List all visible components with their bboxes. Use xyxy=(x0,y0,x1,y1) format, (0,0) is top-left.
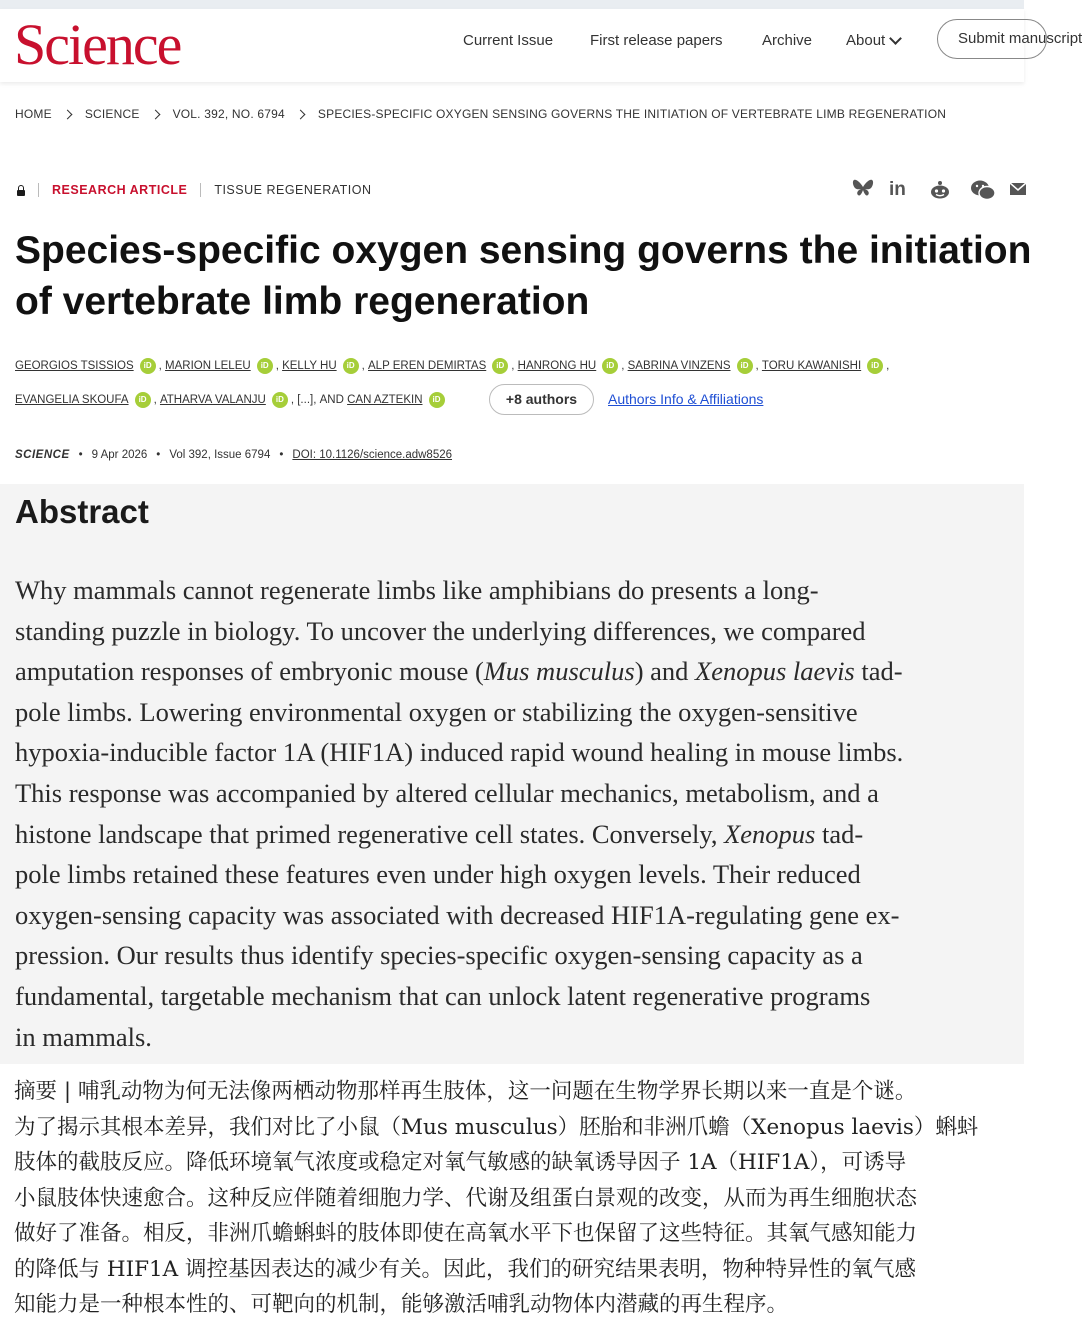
top-strip xyxy=(0,0,1024,9)
abstract-line: This response was accompanied by altered cellular mechanics, metabolism, and a xyxy=(15,777,879,808)
author-separator: , xyxy=(290,394,298,406)
lock-icon xyxy=(17,190,25,196)
chevron-right-icon xyxy=(150,109,160,119)
author-separator: , xyxy=(511,360,518,372)
translation-line: 小鼠肢体快速愈合。这种反应伴随着细胞力学、代谢及组蛋白景观的改变，从而为再生细胞状态 xyxy=(14,1185,918,1211)
orcid-icon[interactable]: iD xyxy=(343,358,359,374)
orcid-icon[interactable]: iD xyxy=(602,358,618,374)
author-link[interactable]: SABRINA VINZENS xyxy=(627,360,731,372)
author-separator: , xyxy=(886,360,890,372)
article-title-line-1: Species-specific oxygen sensing governs the initiation xyxy=(15,229,1032,272)
translation-line: 摘要 | 哺乳动物为何无法像两栖动物那样再生肢体，这一问题在生物学界长期以来一直是个谜。 xyxy=(14,1079,917,1104)
species-name: Xenopus xyxy=(724,818,816,849)
orcid-icon[interactable]: iD xyxy=(140,358,156,374)
article-title-line-2: of vertebrate limb regeneration xyxy=(15,280,590,323)
author-separator: , xyxy=(158,360,166,372)
article-title xyxy=(15,225,1032,327)
volume-issue[interactable]: Vol 392, Issue 6794 xyxy=(169,449,271,461)
email-icon[interactable] xyxy=(1009,180,1027,204)
breadcrumb-home[interactable]: HOME xyxy=(15,107,52,121)
orcid-icon[interactable]: iD xyxy=(272,392,288,408)
chevron-right-icon xyxy=(62,109,72,119)
article-type: RESEARCH ARTICLE xyxy=(52,183,188,197)
abstract-line: pression. Our results thus identify species-specific oxygen-sensing capacity as a xyxy=(15,940,863,971)
translation-line: 为了揭示其根本差异，我们对比了小鼠（Mus musculus）胚胎和非洲爪蟾（Xenopus laevis）蝌蚪 xyxy=(14,1114,979,1140)
doi-link[interactable]: DOI: 10.1126/science.adw8526 xyxy=(292,449,453,461)
author-link[interactable]: ALP EREN DEMIRTAS xyxy=(368,360,487,372)
chevron-right-icon xyxy=(295,109,305,119)
species-name: Mus musculus xyxy=(483,656,635,687)
publication-info xyxy=(15,449,452,461)
authors-ellipsis[interactable]: [...] xyxy=(297,394,314,406)
separator-dot: • xyxy=(78,449,83,461)
author-separator: , xyxy=(755,360,762,372)
abstract-line: in mammals. xyxy=(15,1021,152,1052)
journal-name[interactable]: SCIENCE xyxy=(15,449,70,461)
submit-manuscript-button[interactable]: Submit manuscript xyxy=(937,19,1047,59)
nav-about[interactable] xyxy=(846,31,900,51)
chinese-translation xyxy=(14,1074,1014,1323)
author-link[interactable]: ATHARVA VALANJU xyxy=(159,394,266,406)
chevron-down-icon xyxy=(889,32,902,45)
nav-first-release[interactable]: First release papers xyxy=(590,32,723,49)
abstract-line: fundamental, targetable mechanism that can unlock latent regenerative programs xyxy=(15,980,871,1011)
science-logo[interactable]: Science xyxy=(14,12,181,77)
author-link[interactable]: GEORGIOS TSISSIOS xyxy=(15,360,134,372)
author-link[interactable]: HANRONG HU xyxy=(517,360,597,372)
abstract-line: amputation responses of embryonic mouse (Mus musculus) and Xenopus laevis tad- xyxy=(15,656,903,687)
nav-archive[interactable]: Archive xyxy=(762,32,813,49)
article-category[interactable]: TISSUE REGENERATION xyxy=(214,183,372,197)
reddit-icon[interactable] xyxy=(929,179,951,208)
breadcrumb-volume[interactable]: VOL. 392, NO. 6794 xyxy=(172,107,285,121)
authors-row-2 xyxy=(15,392,448,408)
separator-dot: • xyxy=(156,449,161,461)
orcid-icon[interactable]: iD xyxy=(257,358,273,374)
abstract-heading: Abstract xyxy=(15,493,149,530)
breadcrumb-current: SPECIES-SPECIFIC OXYGEN SENSING GOVERNS THE INITIATION OF VERTEBRATE LIMB REGENERATION xyxy=(317,107,947,121)
translation-line: 肢体的截肢反应。降低环境氧气浓度或稳定对氧气敏感的缺氧诱导因子 1A（HIF1A），可诱导 xyxy=(14,1150,907,1175)
abstract-line: hypoxia-inducible factor 1A (HIF1A) induced rapid wound healing in mouse limbs. xyxy=(15,737,904,768)
abstract-line: histone landscape that primed regenerative cell states. Conversely, Xenopus tad- xyxy=(15,818,864,849)
wechat-icon[interactable] xyxy=(970,179,996,208)
abstract-text xyxy=(15,570,1007,1057)
abstract-section xyxy=(0,484,1024,1064)
bluesky-icon[interactable] xyxy=(852,178,874,205)
orcid-icon[interactable]: iD xyxy=(429,392,445,408)
authors-row-1 xyxy=(15,358,889,374)
author-link[interactable]: EVANGELIA SKOUFA xyxy=(15,394,129,406)
species-name: Xenopus laevis xyxy=(695,656,855,687)
author-link[interactable]: KELLY HU xyxy=(282,360,337,372)
linkedin-icon[interactable]: in xyxy=(889,179,906,200)
publication-date: 9 Apr 2026 xyxy=(91,449,148,461)
breadcrumb-science[interactable]: SCIENCE xyxy=(84,107,140,121)
author-link[interactable]: MARION LELEU xyxy=(165,360,251,372)
divider xyxy=(200,183,201,197)
authors-affiliations-link[interactable]: Authors Info & Affiliations xyxy=(608,391,764,407)
abstract-line: pole limbs. Lowering environmental oxygen or stabilizing the oxygen-sensitive xyxy=(15,696,858,727)
author-link[interactable]: CAN AZTEKIN xyxy=(347,394,423,406)
more-authors-button[interactable]: +8 authors xyxy=(489,384,594,415)
nav-current-issue[interactable]: Current Issue xyxy=(463,32,554,49)
orcid-icon[interactable]: iD xyxy=(492,358,508,374)
breadcrumb xyxy=(15,107,946,121)
translation-line: 的降低与 HIF1A 调控基因表达的减少有关。因此，我们的研究结果表明，物种特异性的氧气感 xyxy=(14,1256,917,1282)
divider xyxy=(38,183,39,197)
translation-line: 做好了准备。相反，非洲爪蟾蝌蚪的肢体即使在高氧水平下也保留了这些特征。其氧气感知能力 xyxy=(14,1221,918,1246)
abstract-line: Why mammals cannot regenerate limbs like amphibians do presents a long- xyxy=(15,575,819,605)
orcid-icon[interactable]: iD xyxy=(737,358,753,374)
abstract-line: oxygen-sensing capacity was associated with decreased HIF1A-regulating gene ex- xyxy=(15,899,900,930)
orcid-icon[interactable]: iD xyxy=(867,358,883,374)
authors-and: AND xyxy=(319,394,344,406)
orcid-icon[interactable]: iD xyxy=(135,392,151,408)
abstract-line: pole limbs retained these features even under high oxygen levels. Their reduced xyxy=(15,859,861,890)
author-separator: , xyxy=(153,394,160,406)
author-separator: , xyxy=(313,394,320,406)
separator-dot: • xyxy=(279,449,284,461)
site-header xyxy=(0,9,1082,82)
author-separator: , xyxy=(361,360,369,372)
translation-line: 知能力是一种根本性的、可靶向的机制，能够激活哺乳动物体内潜藏的再生程序。 xyxy=(14,1292,789,1317)
author-separator: , xyxy=(275,360,283,372)
article-meta-row xyxy=(17,183,372,197)
author-separator: , xyxy=(621,360,628,372)
nav-about-label: About xyxy=(846,32,886,49)
author-link[interactable]: TORU KAWANISHI xyxy=(761,360,862,372)
abstract-line: standing puzzle in biology. To uncover the underlying differences, we compared xyxy=(15,615,866,646)
